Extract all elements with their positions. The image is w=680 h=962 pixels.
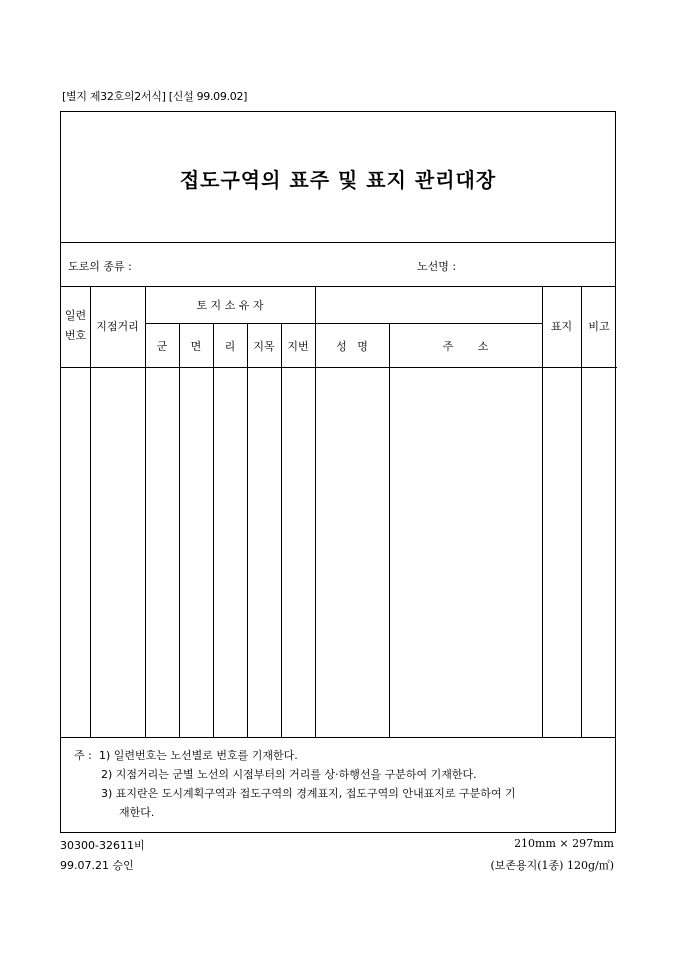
- col-divider: [213, 323, 214, 737]
- header-bottom-line: [61, 367, 617, 368]
- ledger-form: [60, 111, 616, 833]
- col-serial-no: 일련 번호: [64, 309, 87, 342]
- col-ri: 리: [224, 340, 236, 353]
- route-name-label: 노선명 :: [417, 260, 457, 273]
- note-1: 1) 일련번호는 노선별로 번호를 기재한다.: [99, 749, 298, 762]
- form-header: [별지 제32호의2서식] [신설 99.09.02]: [62, 90, 248, 103]
- col-divider: [145, 287, 146, 737]
- col-landowner-group: 토 지 소 유 자: [196, 299, 264, 312]
- col-jibeon: 지번: [287, 340, 309, 353]
- col-divider: [315, 287, 316, 737]
- col-divider: [389, 323, 390, 737]
- form-number: 30300-32611비: [60, 839, 145, 852]
- title-section: [61, 112, 615, 243]
- road-type-label: 도로의 종류 :: [68, 260, 132, 273]
- note-2: 2) 지점거리는 군별 노선의 시점부터의 거리를 상·하행선을 구분하여 기재한다.: [101, 768, 477, 781]
- col-remarks: 비고: [588, 320, 610, 333]
- note-3-line-2: 재한다.: [119, 806, 155, 819]
- col-point-distance: 지점거리: [96, 320, 139, 333]
- page-title: 접도구역의 표주 및 표지 관리대장: [179, 168, 497, 192]
- col-gun: 군: [156, 340, 168, 353]
- note-3-line-1: 3) 표지란은 도시계획구역과 접도구역의 경계표지, 접도구역의 안내표지로 구분하여 기: [101, 787, 516, 800]
- col-jimok: 지목: [253, 340, 275, 353]
- notes-prefix: 주 :: [74, 749, 92, 762]
- col-address: 주 소: [442, 340, 489, 353]
- notes-section: [61, 737, 615, 833]
- paper-size: 210mm × 297mm: [514, 837, 614, 850]
- col-divider: [179, 323, 180, 737]
- col-divider: [542, 287, 543, 737]
- approval-date: 99.07.21 승인: [60, 859, 134, 872]
- row-divider: [145, 323, 542, 324]
- col-divider: [581, 287, 582, 737]
- col-myeon: 면: [190, 340, 202, 353]
- col-sign: 표지: [550, 320, 573, 333]
- col-divider: [247, 323, 248, 737]
- info-row: [61, 243, 615, 287]
- col-name: 성 명: [336, 340, 368, 353]
- col-divider: [90, 287, 91, 737]
- paper-spec: (보존용지(1종) 120g/㎡): [490, 859, 614, 872]
- ledger-table: [61, 287, 615, 737]
- col-divider: [281, 323, 282, 737]
